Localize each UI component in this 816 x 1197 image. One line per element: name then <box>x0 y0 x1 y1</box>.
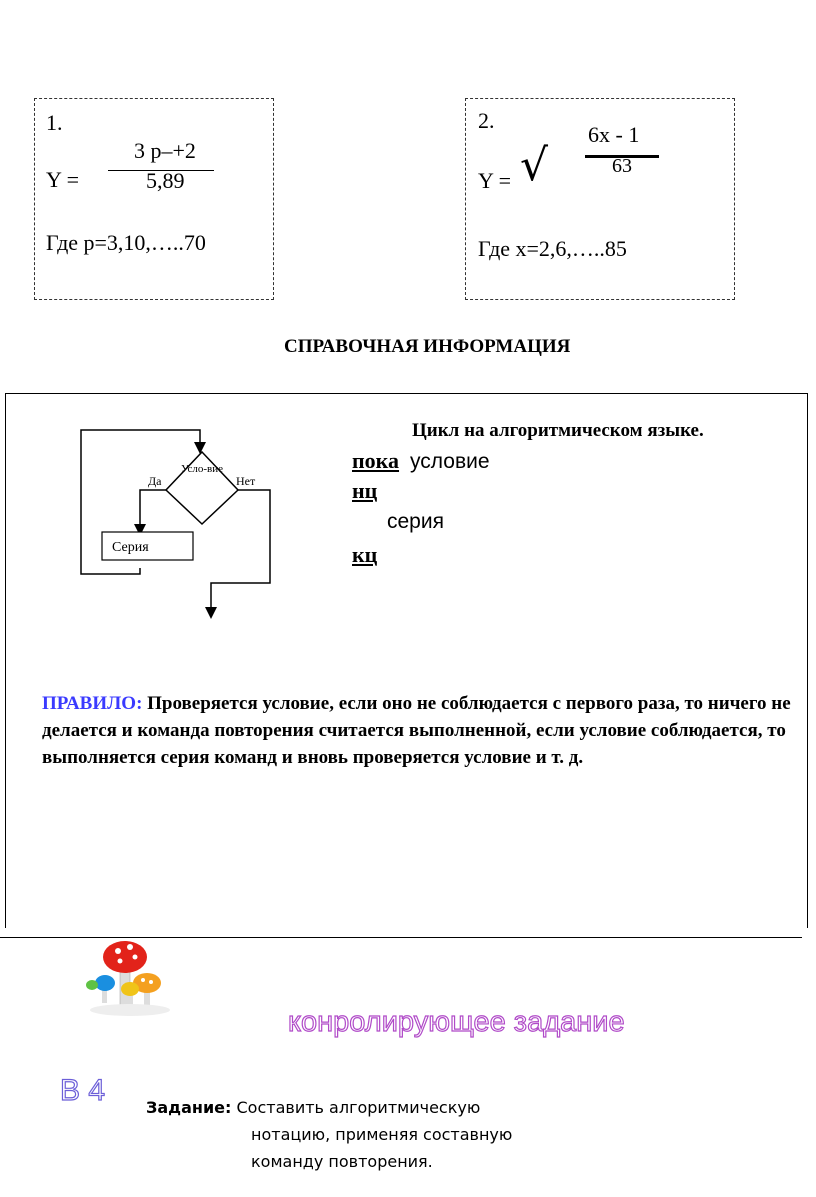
task1-y-label: Y = <box>46 167 79 192</box>
mushrooms-image <box>80 925 180 1025</box>
task1-box <box>34 98 274 300</box>
reference-title: СПРАВОЧНАЯ ИНФОРМАЦИЯ <box>284 336 571 357</box>
while-keyword: пока <box>352 448 400 473</box>
flowchart-yes-label: Да <box>148 474 162 488</box>
begin-keyword: нц <box>352 478 378 503</box>
task-line-3: команду повторения. <box>251 1152 433 1171</box>
algorithm-title: Цикл на алгоритмическом языке. <box>412 420 704 441</box>
task2-range: Где x=2,6,…..85 <box>478 236 627 261</box>
task2-number: 2. <box>478 108 495 133</box>
flowchart <box>70 418 290 628</box>
while-condition: условие <box>410 450 490 473</box>
task2-numerator: 6x - 1 <box>588 122 640 147</box>
yes-branch-line <box>140 490 166 530</box>
task1-numerator: 3 р–+2 <box>134 138 196 163</box>
flowchart-series-label: Серия <box>112 540 149 555</box>
task-text-1: Составить алгоритмическую <box>236 1098 481 1117</box>
control-heading: конролирующее задание <box>288 1006 625 1038</box>
task2-denominator: 63 <box>612 155 632 177</box>
rule-text: Проверяется условие, если оно не соблюдается с первого раза, то ничего не делается и команда повторения считается выполненной, если условие соблюдается, то выполняется серия команд и вновь проверяется условие и т. д. <box>42 693 791 768</box>
task-line-1 <box>146 1094 480 1121</box>
task1-number: 1. <box>46 110 63 135</box>
variant-label: В 4 <box>60 1074 106 1107</box>
task1-denominator: 5,89 <box>146 168 185 193</box>
task-label: Задание: <box>146 1098 232 1117</box>
rule-paragraph <box>42 690 804 771</box>
no-branch-line <box>211 490 270 613</box>
condition-text: Усло-вие <box>181 463 223 475</box>
rule-label: ПРАВИЛО: <box>42 693 143 714</box>
flowchart-condition-label <box>180 462 224 476</box>
sqrt-icon: √ <box>520 140 549 191</box>
loop-series: серия <box>387 510 444 533</box>
task-line-2: нотацию, применяя составную <box>251 1125 513 1144</box>
task2-y-label: Y = <box>478 168 511 193</box>
flowchart-no-label: Нет <box>236 474 256 488</box>
algorithm-while-line <box>352 448 490 474</box>
end-keyword: кц <box>352 542 378 567</box>
task1-range: Где р=3,10,…..70 <box>46 230 206 255</box>
